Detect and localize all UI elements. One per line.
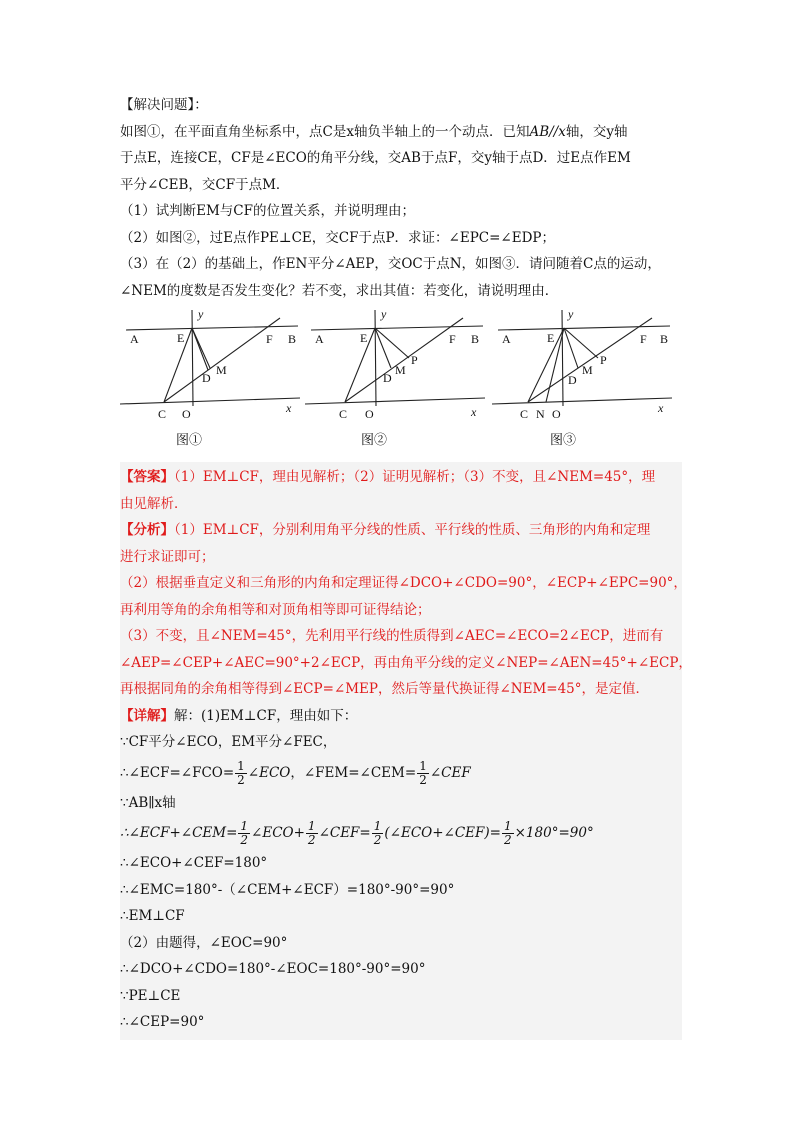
solution-step-3: ∵AB∥x轴	[120, 794, 176, 811]
figures-row	[120, 308, 682, 456]
fig1-label-M: M	[216, 363, 227, 377]
analysis-line-4: 再利用等角的余角相等和对顶角相等即可证得结论；	[120, 601, 431, 618]
figure-2	[305, 308, 485, 456]
fraction-half: $\frac{1}{2}$	[503, 819, 512, 847]
fig3-label-x: x	[658, 401, 664, 415]
figure-1	[120, 308, 300, 456]
fraction-half: $\frac{1}{2}$	[240, 819, 249, 847]
solution-step-5: ∴∠ECO+∠CEF=180°	[120, 855, 268, 871]
analysis-line-1: 【分析】（1）EM⊥CF，分别利用角平分线的性质、平行线的性质、三角形的内角和定理	[120, 522, 651, 538]
fig1-label-x: x	[286, 401, 292, 415]
fig2-label-O: O	[365, 407, 374, 421]
fig3-label-D: D	[568, 373, 577, 387]
fig2-label-F: F	[449, 332, 456, 346]
question-1: （1）试判断EM与CF的位置关系，并说明理由；	[120, 203, 415, 219]
fig3-label-A: A	[502, 332, 511, 346]
fig2-label-C: C	[339, 407, 348, 421]
problem-line-1: 如图①，在平面直角坐标系中，点C是x轴负半轴上的一个动点．已知AB//x轴，交y轴	[120, 123, 628, 140]
analysis-line-7: 再根据同角的余角相等得到∠ECP=∠MEP，然后等量代换证得∠NEM=45°，是定值．	[120, 681, 650, 697]
fig3-label-C: C	[520, 407, 529, 421]
fig3-label-E: E	[547, 331, 555, 345]
fraction-half: $\frac{1}{2}$	[307, 819, 316, 847]
solution-step-6: ∴∠EMC=180°-（∠CEM+∠ECF）=180°-90°=90°	[120, 881, 455, 898]
detail-tag: 【详解】	[120, 707, 174, 724]
solution-step-1: ∵CF平分∠ECO，EM平分∠FEC，	[120, 734, 337, 750]
answer-line-2: 由见解析．	[120, 495, 188, 512]
fraction-half: $\frac{1}{2}$	[373, 819, 382, 847]
fraction-half: $\frac{1}{2}$	[237, 758, 245, 787]
solution-step-9: ∴∠DCO+∠CDO=180°-∠EOC=180°-90°=90°	[120, 961, 426, 977]
section-heading: 【解决问题】：	[120, 97, 208, 113]
ab-parallel-x: AB//x	[529, 123, 566, 140]
solution-step-2: ∴∠ECF=∠FCO= $\frac{1}{2}$ ∠ECO，∠FEM=∠CEM= $\frac{1}{2}$ ∠CEF	[120, 758, 471, 787]
answer-line-1: 【答案】（1）EM⊥CF，理由见解析；（2）证明见解析；（3）不变，且∠NEM=45°，理	[120, 469, 656, 485]
fig3-label-y: y	[568, 308, 574, 321]
fig1-label-B: B	[288, 332, 297, 346]
fig1-caption: 图①	[176, 432, 203, 447]
fig2-label-D: D	[383, 371, 392, 385]
fig1-label-D: D	[202, 371, 211, 385]
fig2-label-A: A	[315, 332, 324, 346]
fig3-label-N: N	[536, 407, 545, 421]
question-2: （2）如图②，过E点作PE⊥CE，交CF于点P．求证：∠EPC=∠EDP；	[120, 229, 556, 246]
fraction-half: $\frac{1}{2}$	[419, 758, 427, 787]
analysis-line-6: ∠AEP=∠CEP+∠AEC=90°+2∠ECP，再由角平分线的定义∠NEP=∠AEN=45°+∠ECP，	[120, 654, 692, 671]
fig3-label-B: B	[660, 332, 669, 346]
answer-tag: 【答案】	[120, 469, 174, 485]
solution-step-10: ∵PE⊥CE	[120, 987, 181, 1004]
analysis-line-5: （3）不变，且∠NEM=45°，先利用平行线的性质得到∠AEC=∠ECO=2∠ECP，进而有	[120, 628, 664, 644]
problem-line-2: 于点E，连接CE，CF是∠ECO的角平分线，交AB于点F，交y轴于点D．过E点作EM	[120, 150, 631, 166]
fig1-label-E: E	[177, 331, 185, 345]
solution-step-11: ∴∠CEP=90°	[120, 1014, 205, 1030]
fig3-label-O: O	[552, 407, 561, 421]
fig1-label-O: O	[182, 407, 191, 421]
fig1-label-F: F	[266, 332, 273, 346]
fig3-label-M: M	[582, 363, 593, 377]
solution-step-4: ∴∠ECF+∠CEM= $\frac{1}{2}$ ∠ECO+ $\frac{1}{2}$ ∠CEF= $\frac{1}{2}$ (∠ECO+∠CEF)= $\frac{1}{2}$ ×180°=90°	[120, 819, 594, 847]
fig2-label-x: x	[471, 405, 477, 419]
fig3-label-F: F	[640, 332, 647, 346]
fig2-label-E: E	[360, 331, 368, 345]
fig2-label-P: P	[411, 353, 418, 367]
fig2-label-y: y	[381, 308, 387, 321]
detail-intro: 【详解】解：(1)EM⊥CF，理由如下：	[120, 707, 358, 724]
fig3-label-P: P	[600, 353, 607, 367]
solution-step-7: ∴EM⊥CF	[120, 908, 185, 924]
document-body	[120, 92, 692, 1040]
question-3: （3）在（2）的基础上，作EN平分∠AEP，交OC于点N，如图③．请问随着C点的运动，	[120, 256, 661, 272]
fig1-label-C: C	[158, 407, 167, 421]
problem-line-3: 平分∠CEB，交CF于点M．	[120, 176, 290, 193]
fig1-label-A: A	[130, 332, 139, 346]
question-3b: ∠NEM的度数是否发生变化？若不变，求出其值：若变化，请说明理由．	[120, 282, 559, 299]
solution-step-8: （2）由题得，∠EOC=90°	[120, 934, 288, 951]
figure-3	[492, 308, 672, 456]
analysis-line-3: （2）根据垂直定义和三角形的内角和定理证得∠DCO+∠CDO=90°，∠ECP+∠EPC=90°，	[120, 575, 687, 591]
fig1-label-y: y	[198, 308, 204, 321]
fig3-caption: 图③	[550, 432, 577, 447]
fig2-caption: 图②	[361, 432, 388, 447]
fig2-label-M: M	[395, 363, 406, 377]
analysis-line-2: 进行求证即可；	[120, 548, 215, 565]
analysis-tag: 【分析】	[120, 522, 174, 538]
fig2-label-B: B	[471, 332, 480, 346]
answer-box	[120, 462, 692, 1040]
